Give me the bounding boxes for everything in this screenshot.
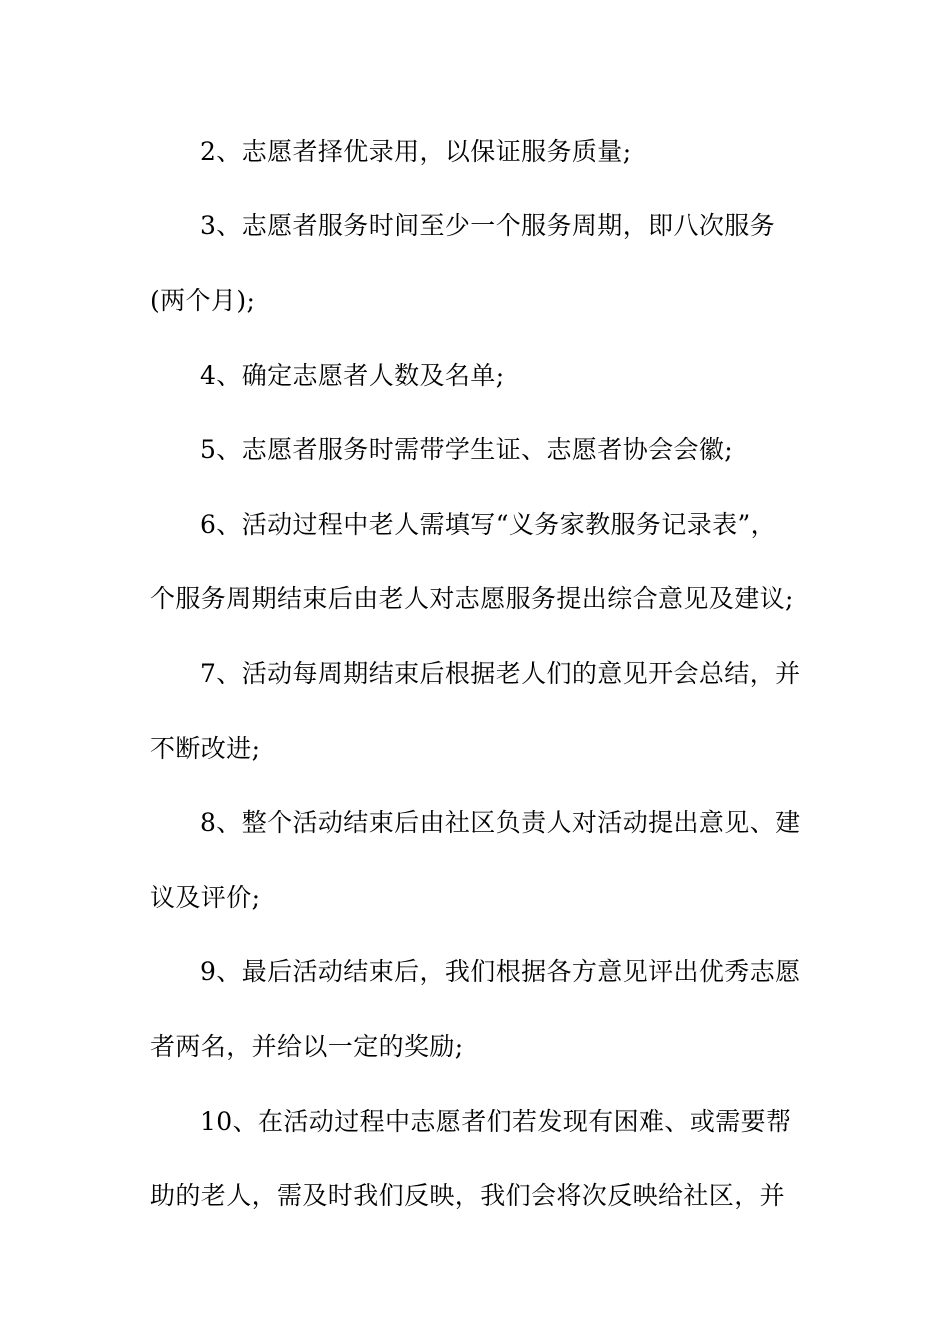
paragraph-item-10: 10、在活动过程中志愿者们若发现有困难、或需要帮 <box>200 1107 792 1136</box>
paragraph-item-3-cont: (两个月); <box>150 286 256 315</box>
paragraph-item-10-cont: 助的老人，需及时我们反映，我们会将次反映给社区，并 <box>150 1181 786 1210</box>
paragraph-item-4: 4、确定志愿者人数及名单; <box>200 361 505 390</box>
paragraph-item-7-cont: 不断改进; <box>150 734 261 763</box>
paragraph-item-3: 3、志愿者服务时间至少一个服务周期，即八次服务 <box>200 211 776 240</box>
paragraph-item-8-cont: 议及评价; <box>150 883 261 912</box>
paragraph-item-5: 5、志愿者服务时需带学生证、志愿者协会会徽; <box>200 435 734 464</box>
paragraph-item-2: 2、志愿者择优录用，以保证服务质量; <box>200 137 632 166</box>
paragraph-item-8: 8、整个活动结束后由社区负责人对活动提出意见、建 <box>200 808 801 837</box>
paragraph-item-9-cont: 者两名，并给以一定的奖励; <box>150 1032 464 1061</box>
paragraph-item-6-cont: 个服务周期结束后由老人对志愿服务提出综合意见及建议; <box>150 584 794 613</box>
paragraph-item-6: 6、活动过程中老人需填写“义务家教服务记录表”， <box>200 510 777 539</box>
paragraph-item-9: 9、最后活动结束后，我们根据各方意见评出优秀志愿 <box>200 957 801 986</box>
paragraph-item-7: 7、活动每周期结束后根据老人们的意见开会总结，并 <box>200 659 801 688</box>
